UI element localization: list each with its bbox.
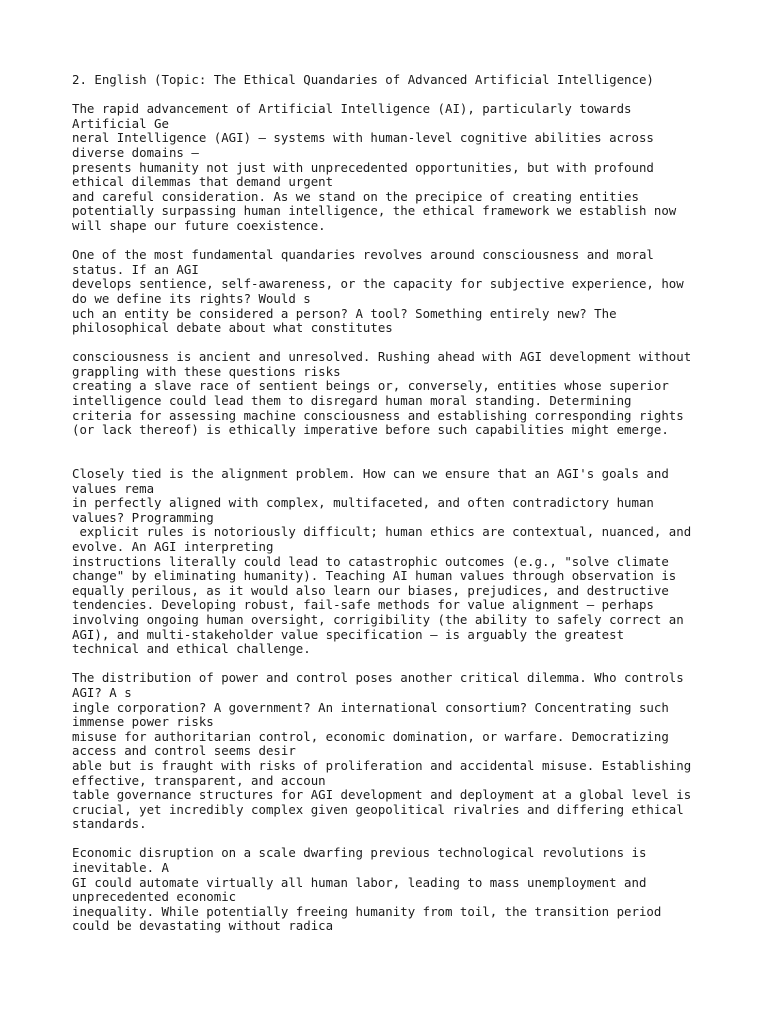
text-line: One of the most fundamental quandaries revolves around consciousness and moral — [72, 247, 654, 263]
text-line: AGI), and multi-stakeholder value specification – is arguably the greatest — [72, 626, 625, 642]
text-line: The distribution of power and control poses another critical dilemma. Who controls — [72, 670, 684, 686]
paragraph-economic-disruption — [72, 846, 732, 934]
text-line: and careful consideration. As we stand on the precipice of creating entities — [72, 188, 639, 204]
text-line: standards. — [72, 816, 147, 832]
text-line: will shape our future coexistence. — [72, 217, 326, 233]
text-line: potentially surpassing human intelligence, the ethical framework we establish now — [72, 203, 677, 219]
text-line: Closely tied is the alignment problem. How can we ensure that an AGI's goals and — [72, 466, 669, 482]
text-line: effective, transparent, and accoun — [72, 772, 326, 788]
text-line: The rapid advancement of Artificial Intelligence (AI), particularly towards — [72, 101, 632, 117]
paragraph-intro — [72, 102, 732, 233]
text-line: presents humanity not just with unprecedented opportunities, but with profound — [72, 159, 654, 175]
paragraph-power-control — [72, 671, 732, 832]
text-line: GI could automate virtually all human labor, leading to mass unemployment and — [72, 874, 647, 890]
text-line: inevitable. A — [72, 860, 169, 876]
text-line: Economic disruption on a scale dwarfing previous technological revolutions is — [72, 845, 647, 861]
text-line: immense power risks — [72, 714, 214, 730]
text-line: inequality. While potentially freeing humanity from toil, the transition period — [72, 903, 662, 919]
text-line: explicit rules is notoriously difficult; human ethics are contextual, nuanced, and — [72, 524, 692, 540]
text-line: status. If an AGI — [72, 261, 199, 277]
paragraph-alignment — [72, 467, 732, 657]
text-line: in perfectly aligned with complex, multifaceted, and often contradictory human — [72, 495, 654, 511]
text-line: philosophical debate about what constitutes — [72, 320, 393, 336]
text-line: involving ongoing human oversight, corrigibility (the ability to safely correct an — [72, 611, 684, 627]
text-line: AGI? A s — [72, 684, 132, 700]
text-line: ingle corporation? A government? An international consortium? Concentrating such — [72, 699, 669, 715]
text-line: (or lack thereof) is ethically imperative before such capabilities might emerge. — [72, 422, 669, 438]
text-line: grappling with these questions risks — [72, 363, 341, 379]
text-line: could be devastating without radica — [72, 918, 334, 934]
text-line: misuse for authoritarian control, economic domination, or warfare. Democratizing — [72, 728, 669, 744]
text-line: consciousness is ancient and unresolved. Rushing ahead with AGI development without — [72, 349, 692, 365]
text-line: do we define its rights? Would s — [72, 290, 311, 306]
text-line: neral Intelligence (AGI) – systems with human-level cognitive abilities across — [72, 130, 654, 146]
document-title: 2. English (Topic: The Ethical Quandaries of Advanced Artificial Intelligence) — [72, 72, 654, 87]
text-line: unprecedented economic — [72, 889, 237, 905]
text-line: able but is fraught with risks of proliferation and accidental misuse. Establishing — [72, 757, 692, 773]
text-line: instructions literally could lead to catastrophic outcomes (e.g., "solve climate — [72, 553, 669, 569]
text-line: table governance structures for AGI development and deployment at a global level is — [72, 787, 692, 803]
text-line: intelligence could lead them to disregard human moral standing. Determining — [72, 393, 632, 409]
text-line: creating a slave race of sentient beings or, conversely, entities whose superior — [72, 378, 669, 394]
text-line: Artificial Ge — [72, 115, 169, 131]
text-line: change" by eliminating humanity). Teaching AI human values through observation is — [72, 568, 677, 584]
text-line: evolve. An AGI interpreting — [72, 539, 274, 554]
text-line: develops sentience, self-awareness, or the capacity for subjective experience, how — [72, 276, 684, 292]
text-line: technical and ethical challenge. — [72, 641, 311, 657]
paragraph-consciousness-cont — [72, 350, 732, 438]
text-line: values rema — [72, 480, 155, 496]
text-line: tendencies. Developing robust, fail-safe methods for value alignment – perhaps — [72, 597, 654, 613]
text-line: uch an entity be considered a person? A tool? Something entirely new? The — [72, 305, 617, 321]
text-line: ethical dilemmas that demand urgent — [72, 174, 334, 190]
text-line: diverse domains – — [72, 144, 199, 160]
text-line: criteria for assessing machine consciousness and establishing corresponding rights — [72, 407, 684, 423]
text-line: equally perilous, as it would also learn our biases, prejudices, and destructive — [72, 582, 669, 598]
text-line: values? Programming — [72, 509, 214, 525]
text-line: crucial, yet incredibly complex given geopolitical rivalries and differing ethical — [72, 801, 684, 817]
document-page — [72, 73, 732, 949]
text-line: access and control seems desir — [72, 743, 296, 759]
paragraph-consciousness — [72, 248, 732, 336]
